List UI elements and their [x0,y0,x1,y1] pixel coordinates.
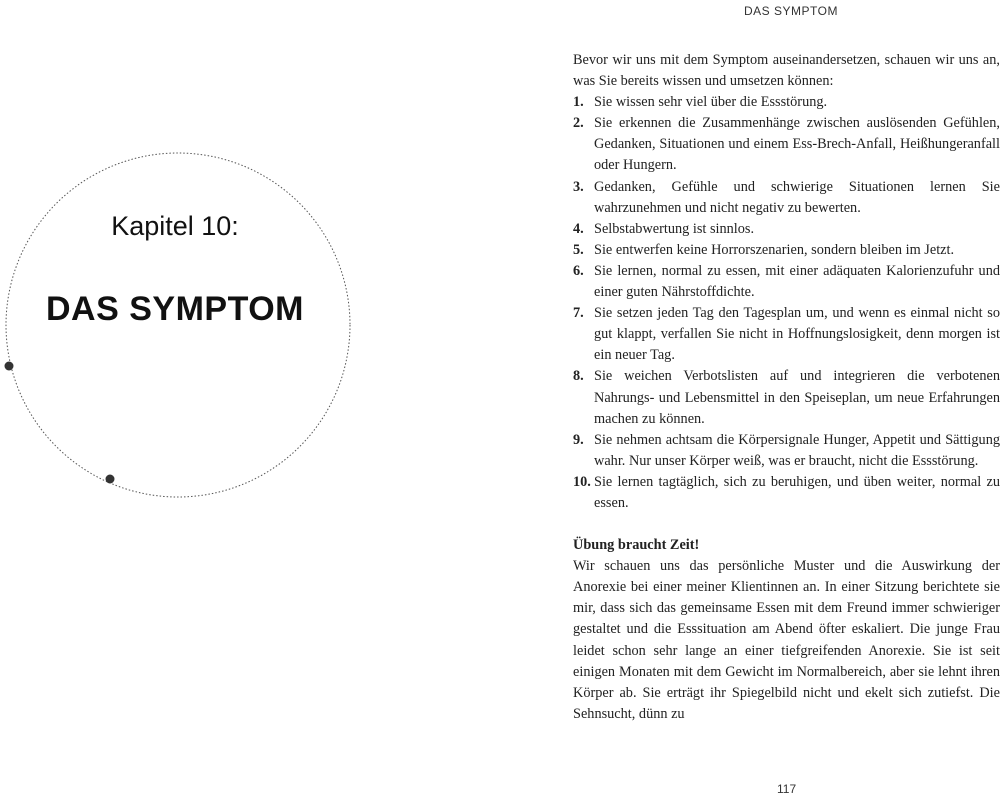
circle-dot-bottom [106,475,115,484]
circle-dot-left [5,362,14,371]
list-number: 6. [573,262,584,279]
list-text: Sie nehmen achtsam die Körpersignale Hunger, Appetit und Sättigung wahr. Nur unser Körper weiß, was er braucht, nicht die Essstörung. [594,431,1000,469]
list-item [573,92,1000,113]
list-text: Sie setzen jeden Tag den Tagesplan um, und wenn es einmal nicht so gut klappt, verfallen Sie nicht in Hoffnungslosigkeit, denn morgen ist ein neuer Tag. [594,305,1000,364]
numbered-list [573,92,1000,514]
list-item [573,472,1000,514]
list-text: Selbstabwertung ist sinnlos. [594,220,755,237]
section-subheading: Übung braucht Zeit! [573,537,700,554]
chapter-number: Kapitel 10: [111,211,239,241]
chapter-title: DAS SYMPTOM [45,290,304,328]
list-item [573,113,1000,176]
list-number: 10. [573,473,591,490]
list-number: 4. [573,220,584,237]
list-number: 2. [573,115,584,132]
body-paragraph: Wir schauen uns das persönliche Muster und die Auswirkung der Anorexie bei einer meiner Klientinnen an. In einer Sitzung berichtete sie mir, dass sich das gemeinsame Essen mit dem Freund immer schwieriger gestaltet und die Esssituation am Abend öfter eskaliert. Die junge Frau leidet schon sehr lange an einer tiefgreifenden Anorexie. Sie ist seit einigen Monaten mit dem Gewicht im Normalbereich, aber sie lehnt ihren Körper ab. Sie erträgt ihr Spiegelbild nicht und ekelt sich zutiefst. Die Sehnsucht, dünn zu [573,558,1000,722]
list-item [573,303,1000,366]
body-text [573,50,1000,725]
list-item [573,177,1000,219]
list-text: Sie lernen, normal zu essen, mit einer adäquaten Kalorienzufuhr und einer guten Nährstoffdichte. [594,262,1000,301]
intro-paragraph: Bevor wir uns mit dem Symptom auseinandersetzen, schauen wir uns an, was Sie bereits wissen und umsetzen können: [573,52,1000,90]
list-item [573,261,1000,303]
list-text: Sie weichen Verbotslisten auf und integrieren die verbotenen Nahrungs- und Lebensmittel in den Speiseplan, um neue Erfahrungen machen zu können. [594,368,1000,427]
list-item [573,366,1000,429]
list-text: Sie entwerfen keine Horrorszenarien, sondern bleiben im Jetzt. [594,241,955,258]
list-text: Sie wissen sehr viel über die Essstörung. [594,94,828,111]
list-number: 8. [573,368,584,385]
list-item [573,430,1000,472]
list-number: 9. [573,431,584,448]
list-number: 7. [573,305,584,322]
list-number: 5. [573,241,584,258]
list-item [573,240,1000,261]
running-head: DAS SYMPTOM [744,4,838,18]
page-number: 117 [777,782,797,796]
list-number: 3. [573,178,584,195]
list-text: Sie lernen tagtäglich, sich zu beruhigen, und üben weiter, normal zu essen. [594,473,1000,511]
list-item [573,219,1000,240]
list-text: Gedanken, Gefühle und schwierige Situationen lernen Sie wahrzunehmen und nicht negativ zu bewerten. [594,178,1000,216]
list-text: Sie erkennen die Zusammenhänge zwischen auslösenden Gefühlen, Gedanken, Situationen und einem Ess-Brech-Anfall, Heißhungeranfall oder Hungern. [594,115,1000,174]
list-number: 1. [573,94,584,111]
